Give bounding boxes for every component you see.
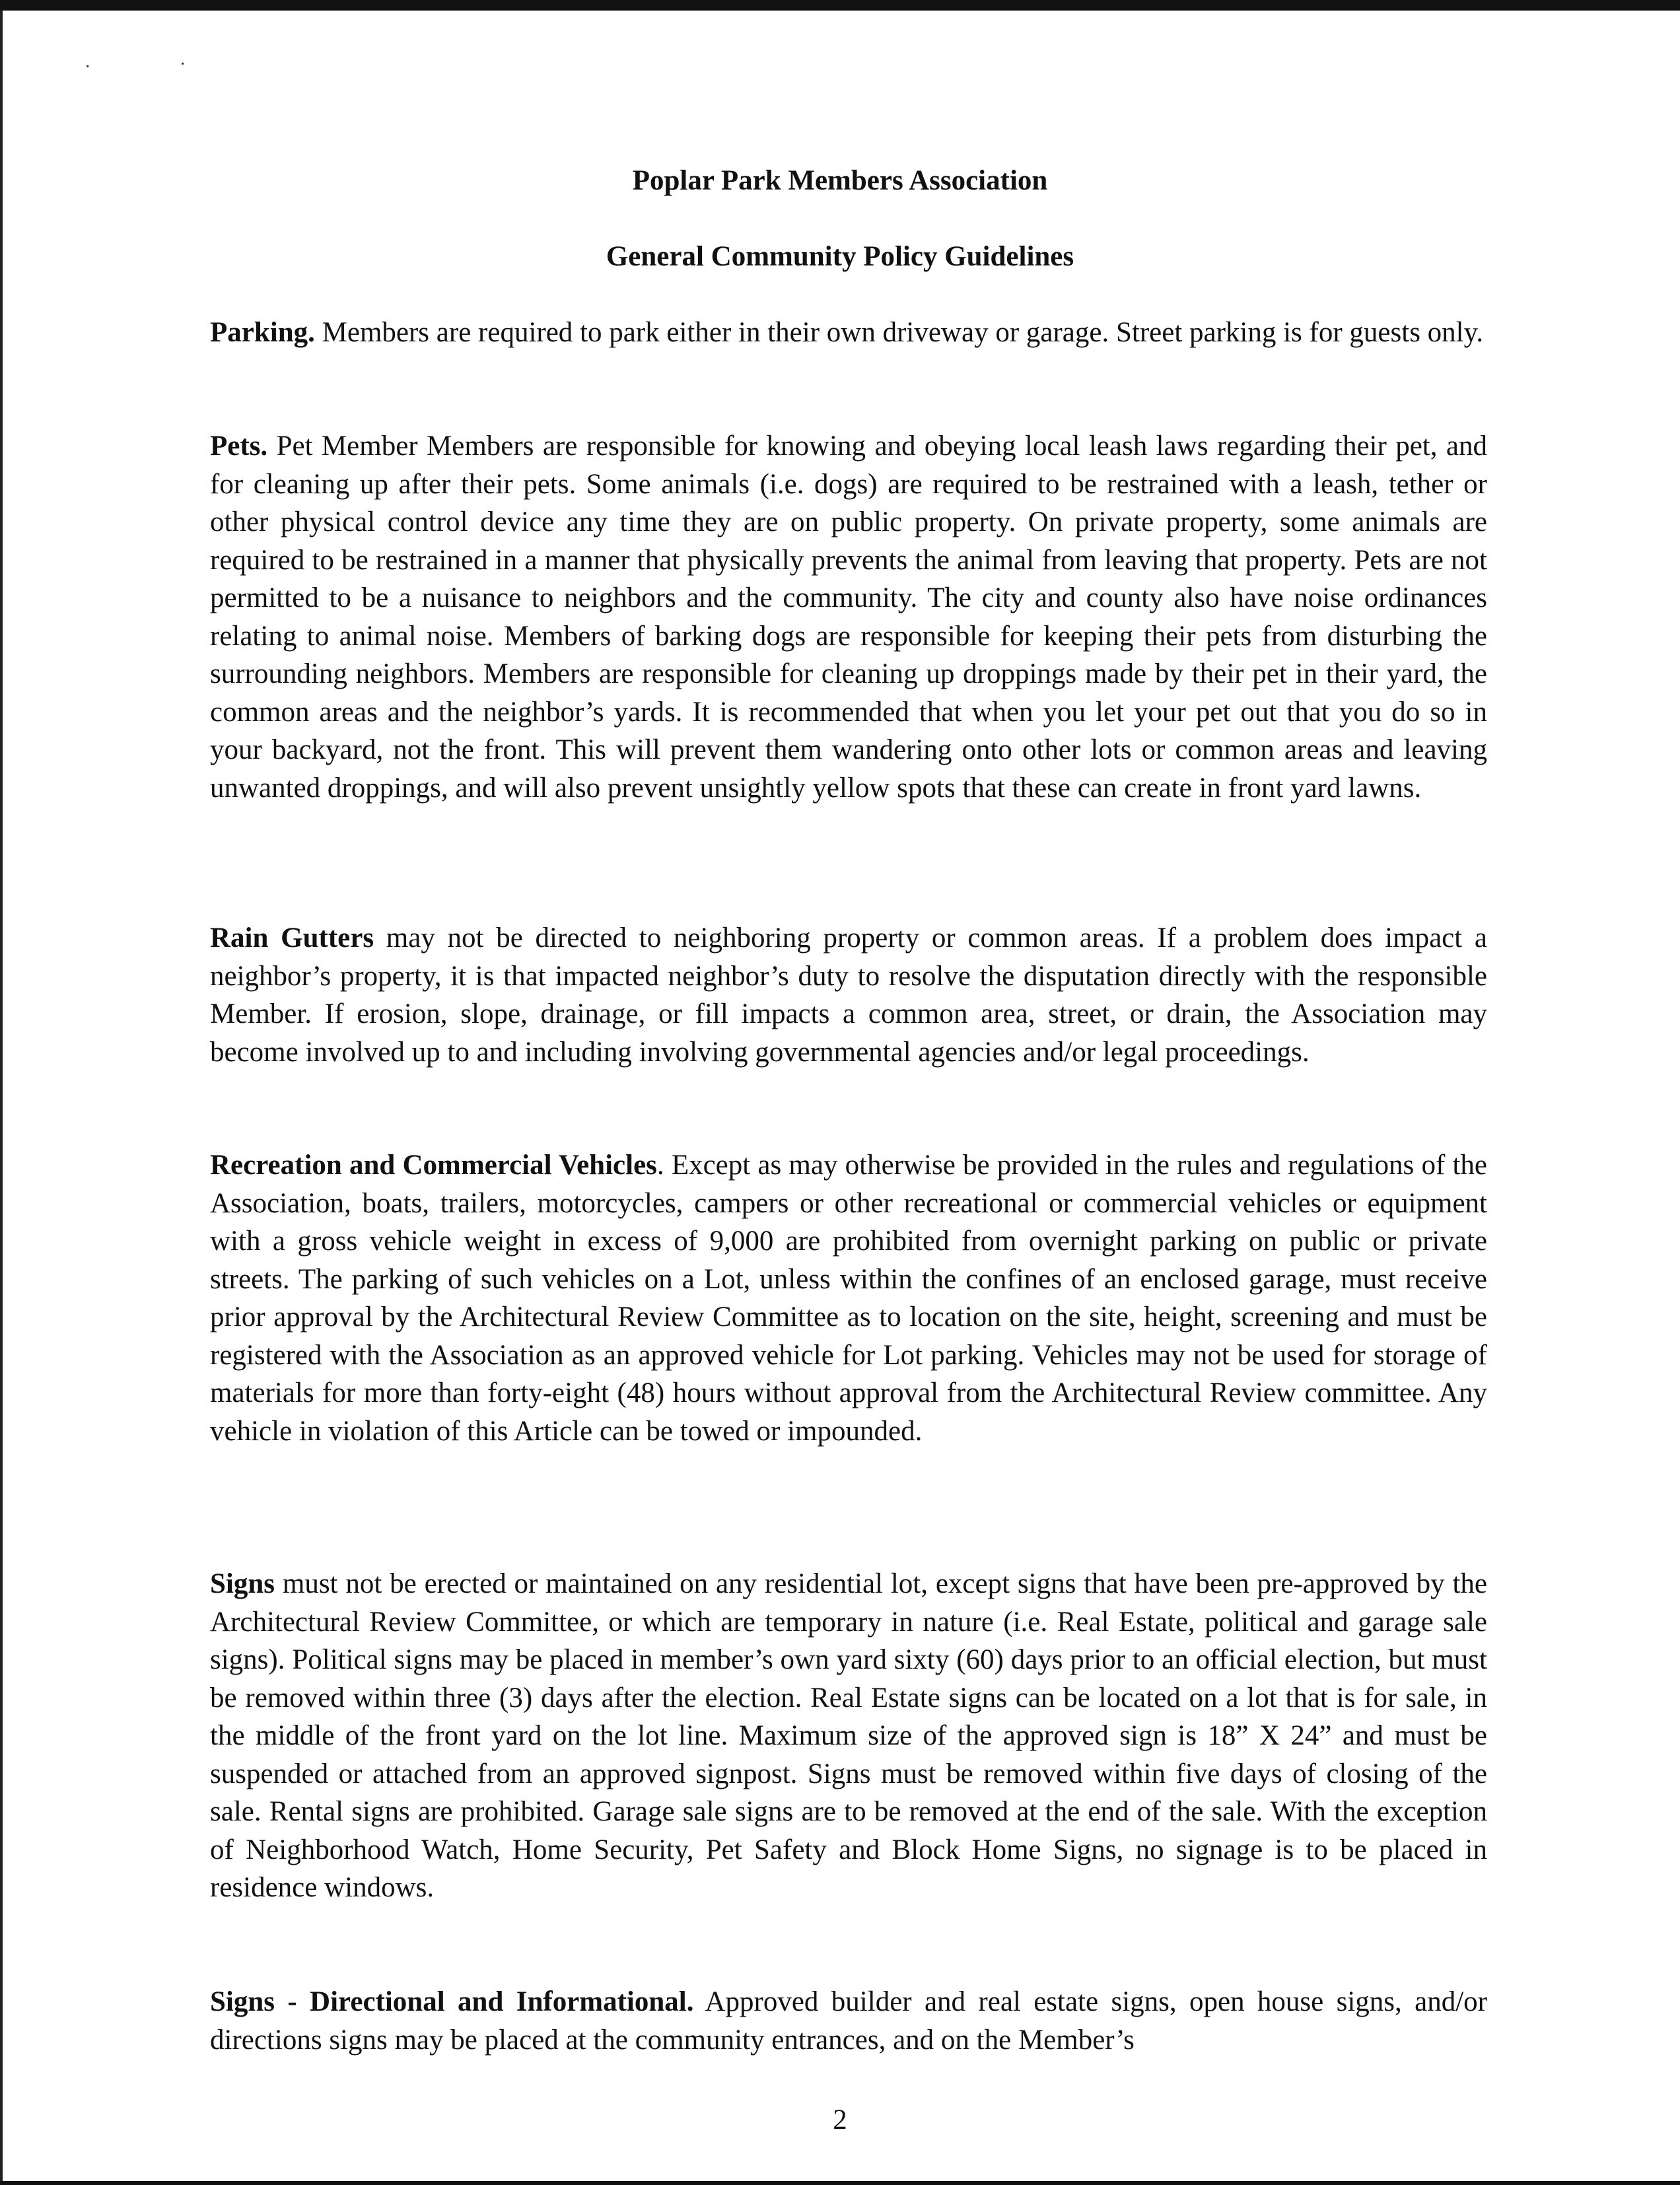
section-heading: Signs - Directional and Informational. <box>210 1986 694 2017</box>
section-text: may not be directed to neighboring property or common areas. If a problem does impact a neighbor’s property, it is that impacted neighbor’s duty to resolve the disputation directly with the responsible Member. If erosion, slope, drainage, or fill impacts a common area, street, or drain, the Association may become involved up to and including involving governmental agencies and/or legal proceedings. <box>210 922 1487 1068</box>
section-signs <box>210 1565 1487 1907</box>
section-text: Pet Member Members are responsible for knowing and obeying local leash laws regarding their pet, and for cleaning up after their pets. Some animals (i.e. dogs) are required to be restrained with a leash, tether or other physical control device any time they are on public property. On private property, some animals are required to be restrained in a manner that physically prevents the animal from leaving that property. Pets are not permitted to be a nuisance to neighbors and the community. The city and county also have noise ordinances relating to animal noise. Members of barking dogs are responsible for keeping their pets from disturbing the surrounding neighbors. Members are responsible for cleaning up droppings made by their pet in their yard, the common areas and the neighbor’s yards. It is recommended that when you let your pet out that you do so in your backyard, not the front. This will prevent them wandering onto other lots or common areas and leaving unwanted droppings, and will also prevent unsightly yellow spots that these can create in front yard lawns. <box>210 431 1487 804</box>
section-heading: Pets. <box>210 431 268 462</box>
scan-speck: · <box>180 54 186 75</box>
section-rain-gutters <box>210 919 1487 1071</box>
scan-border-bottom <box>0 2181 1680 2185</box>
document-title: Poplar Park Members Association <box>632 165 1048 196</box>
section-heading: Rain Gutters <box>210 922 374 954</box>
section-signs-directional <box>210 1983 1487 2059</box>
section-recreation-vehicles <box>210 1146 1487 1450</box>
section-text: Members are required to park either in their own driveway or garage. Street parking is for guests only. <box>314 317 1484 348</box>
scan-border-left <box>0 11 3 2181</box>
page-number: 2 <box>833 2104 847 2135</box>
scan-border-top <box>0 0 1680 11</box>
section-text: . Except as may otherwise be provided in the rules and regulations of the Association, boats, trailers, motorcycles, campers or other recreational or commercial vehicles or equipment with a gross vehicle weight in excess of 9,000 are prohibited from overnight parking on public or private streets. The parking of such vehicles on a Lot, unless within the confines of an enclosed garage, must receive prior approval by the Architectural Review Committee as to location on the site, height, screening and must be registered with the Association as an approved vehicle for Lot parking. Vehicles may not be used for storage of materials for more than forty-eight (48) hours without approval from the Architectural Review committee. Any vehicle in violation of this Article can be towed or impounded. <box>210 1150 1487 1447</box>
section-heading: Parking. <box>210 317 315 348</box>
section-heading: Signs <box>210 1568 275 1599</box>
section-parking <box>210 314 1487 352</box>
section-pets <box>210 427 1487 807</box>
section-text: must not be erected or maintained on any residential lot, except signs that have been pre-approved by the Architectural Review Committee, or which are temporary in nature (i.e. Real Estate, political and garage sale signs). Political signs may be placed in member’s own yard sixty (60) days prior to an official election, but must be removed within three (3) days after the election. Real Estate signs can be located on a lot that is for sale, in the middle of the front yard on the lot line. Maximum size of the approved sign is 18” X 24” and must be suspended or attached from an approved signpost. Signs must be removed within five days of closing of the sale. Rental signs are prohibited. Garage sale signs are to be removed at the end of the sale. With the exception of Neighborhood Watch, Home Security, Pet Safety and Block Home Signs, no signage is to be placed in residence windows. <box>210 1568 1487 1903</box>
section-heading: Recreation and Commercial Vehicles <box>210 1150 657 1181</box>
document-subtitle: General Community Policy Guidelines <box>606 241 1074 272</box>
section-text: Approved builder and real estate signs, open house signs, and/or directions signs may be placed at the community entrances, and on the Member’s <box>210 1986 1487 2056</box>
scan-speck: · <box>85 57 91 77</box>
